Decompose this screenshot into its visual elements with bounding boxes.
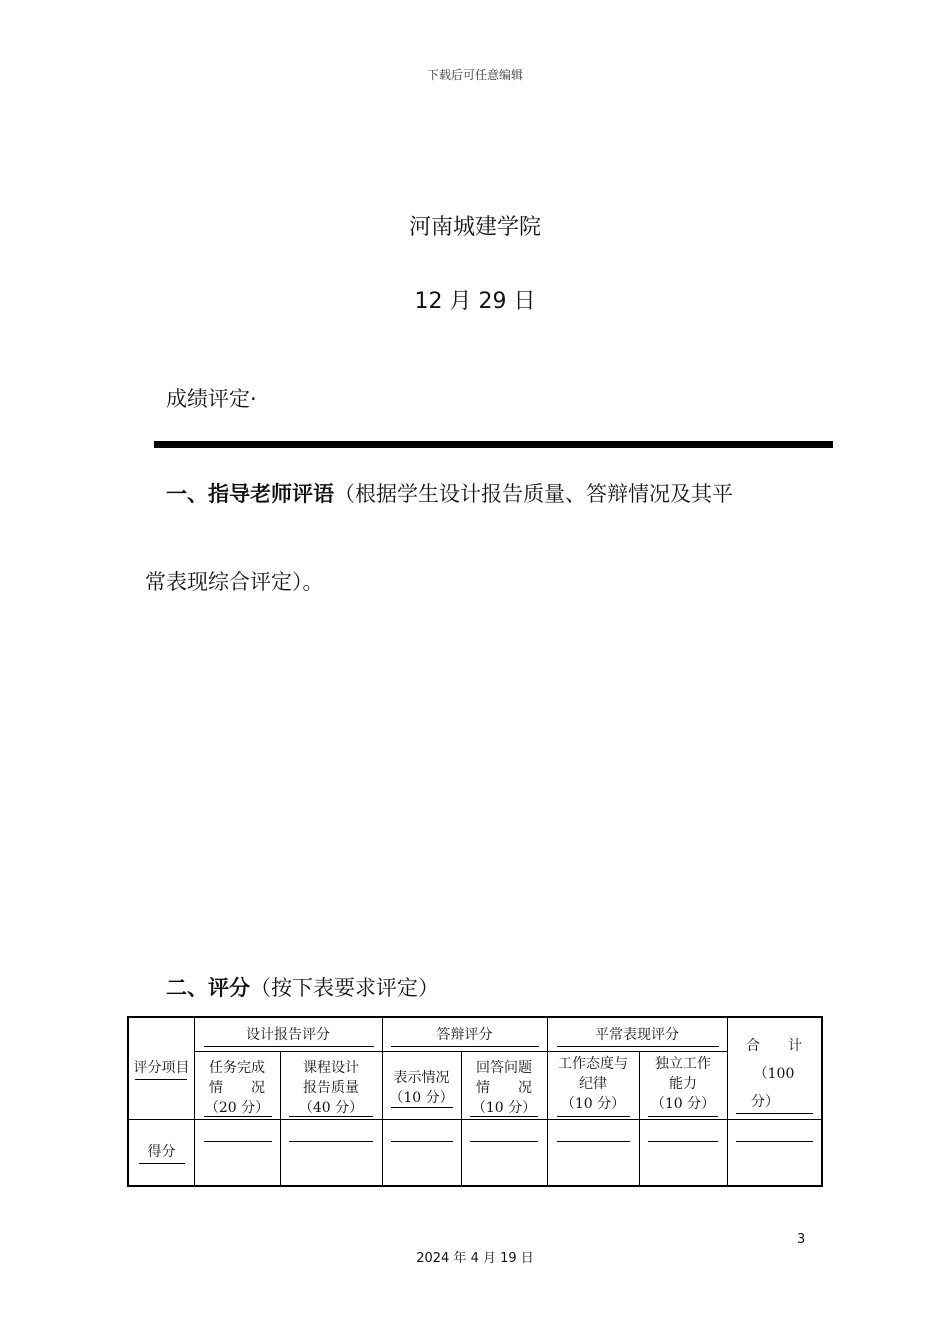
column-answering — [461, 1058, 547, 1118]
underline — [204, 1046, 374, 1047]
grade-label: 成绩评定· — [166, 387, 257, 411]
underline — [135, 1079, 187, 1080]
section2-title: 二、评分 — [166, 976, 250, 1000]
header-note: 下载后可任意编辑 — [426, 68, 523, 82]
column-line: （10 分） — [389, 1090, 454, 1106]
column-line: 工作态度与 — [558, 1056, 628, 1072]
underline — [204, 1116, 272, 1117]
column-independence — [639, 1054, 727, 1114]
row-label-score: 得分 — [147, 1144, 176, 1160]
column-report-quality — [280, 1058, 382, 1118]
row-label-item: 评分项目 — [133, 1060, 190, 1076]
score-table — [127, 1016, 823, 1187]
underline — [391, 1107, 453, 1108]
score-blank — [648, 1141, 718, 1142]
section2-heading — [166, 972, 439, 1002]
underline — [557, 1116, 630, 1117]
score-blank — [289, 1141, 373, 1142]
column-line: 分） — [751, 1094, 779, 1110]
section1-title: 一、指导老师评语 — [166, 482, 334, 506]
column-line: （10 分） — [650, 1096, 716, 1112]
column-line: （100 — [753, 1066, 795, 1082]
score-blank — [391, 1141, 453, 1142]
score-blank — [470, 1141, 538, 1142]
column-line: 合 计 — [746, 1038, 802, 1054]
section1-text: （根据学生设计报告质量、答辩情况及其平 — [334, 482, 733, 506]
report-date: 12 月 29 日 — [414, 289, 536, 314]
school-name: 河南城建学院 — [408, 215, 541, 240]
underline — [139, 1163, 185, 1164]
column-task-completion — [194, 1058, 280, 1118]
underline — [289, 1116, 373, 1117]
underline — [648, 1116, 718, 1117]
section1-heading — [166, 478, 826, 510]
score-blank — [557, 1141, 630, 1142]
column-line: （20 分） — [204, 1100, 270, 1116]
section-divider — [154, 441, 833, 448]
table-divider — [194, 1051, 727, 1052]
group-design-report: 设计报告评分 — [246, 1027, 330, 1043]
section1-continuation: 常表现综合评定）。 — [145, 570, 324, 594]
score-blank — [736, 1141, 813, 1142]
column-line: 课程设计 — [303, 1060, 359, 1076]
score-blank — [204, 1141, 272, 1142]
column-line: （40 分） — [298, 1100, 364, 1116]
group-daily-performance: 平常表现评分 — [595, 1027, 679, 1043]
column-presentation — [382, 1068, 461, 1108]
column-line: 情 况 — [476, 1080, 532, 1096]
table-divider — [129, 1119, 821, 1120]
section2-text: （按下表要求评定） — [250, 976, 439, 1000]
page-number: 3 — [797, 1232, 806, 1247]
column-line: 任务完成 — [209, 1060, 265, 1076]
column-line: 独立工作 — [655, 1056, 711, 1072]
underline — [470, 1116, 538, 1117]
column-line: 纪律 — [579, 1076, 607, 1092]
column-line: 回答问题 — [476, 1060, 532, 1076]
column-line: （10 分） — [471, 1100, 537, 1116]
underline — [557, 1046, 719, 1047]
column-line: 情 况 — [209, 1080, 265, 1096]
underline — [391, 1046, 539, 1047]
underline — [736, 1113, 813, 1114]
column-line: 能力 — [669, 1076, 697, 1092]
footer-date: 2024 年 4 月 19 日 — [416, 1251, 534, 1266]
column-attitude — [547, 1054, 639, 1114]
column-total — [727, 1032, 821, 1116]
column-line: （10 分） — [560, 1096, 626, 1112]
column-line: 报告质量 — [303, 1080, 359, 1096]
group-defense: 答辩评分 — [436, 1027, 493, 1043]
column-line: 表示情况 — [393, 1070, 450, 1086]
